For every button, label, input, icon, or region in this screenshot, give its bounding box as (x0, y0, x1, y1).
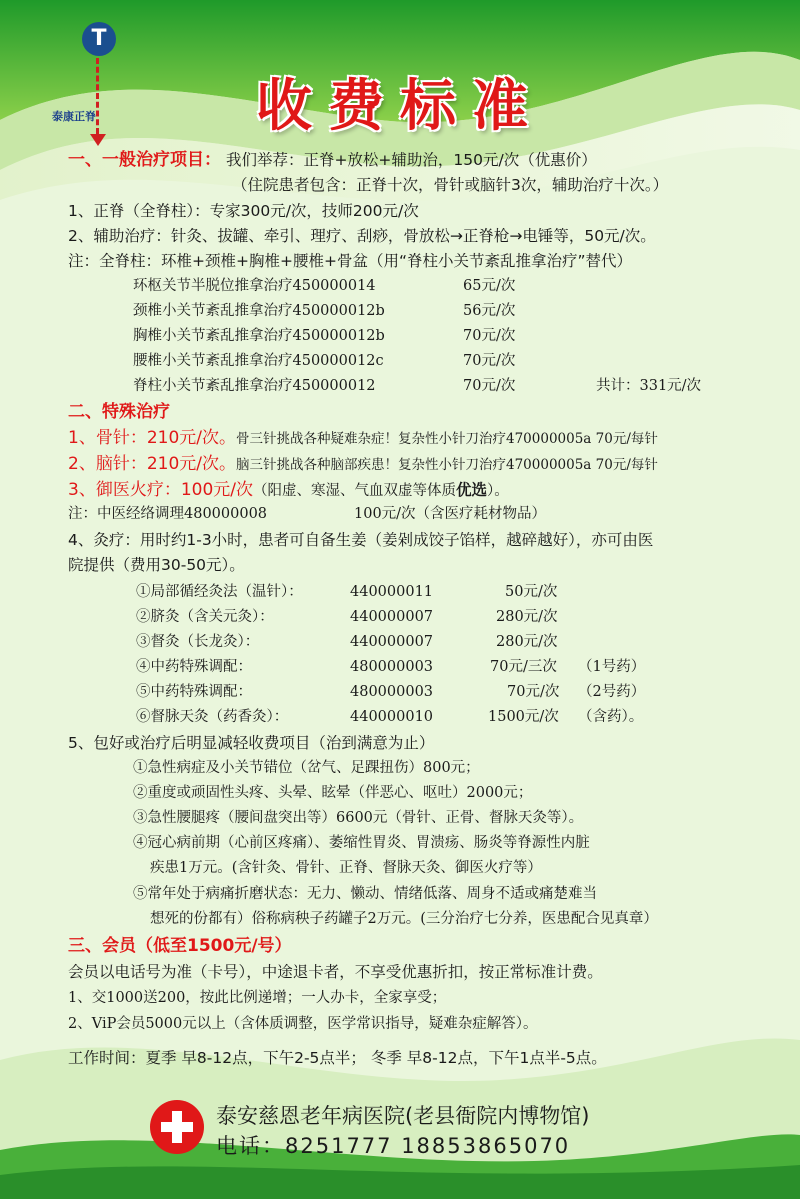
member-item2: 2、ViP会员5000元以上（含体质调整，医学常识指导，疑难杂症解答）。 (68, 1016, 538, 1032)
section1-item2: 2、辅助治疗：针灸、拔罐、牵引、理疗、刮痧，骨放松→正脊枪→电锤等，50元/次。 (68, 227, 656, 245)
logo-letter: T (82, 22, 116, 56)
logo-text: 泰康正脊 (52, 110, 96, 123)
moxa-row-name: ④中药特殊调配： (136, 659, 252, 675)
bone-needle-line (68, 428, 658, 449)
section1-item1: 1、正脊（全脊柱）：专家300元/次，技师200元/次 (68, 202, 419, 220)
spine-row-name: 腰椎小关节紊乱推拿治疗450000012c (133, 353, 384, 369)
moxa-row-name: ⑥督脉天灸（药香灸）： (136, 709, 289, 725)
member-item1: 1、交1000送200，按此比例递增；一人办卡，全家享受； (68, 990, 447, 1006)
spine-row-price: 56元/次 (463, 303, 516, 319)
spine-total: 共计：331元/次 (596, 378, 702, 394)
moxa-row-price: 280元/次 (496, 609, 558, 625)
moxa-row-code: 440000011 (350, 584, 434, 600)
moxa-row-note: （2号药） (578, 684, 646, 700)
package-item: 想死的份都有）俗称病秧子药罐子2万元。(三分治疗七分养，医患配合见真章） (150, 911, 658, 927)
bone-needle-desc: 骨三针挑战各种疑难杂症！复杂性小针刀治疗470000005a 70元/每针 (236, 431, 658, 447)
moxa-row-note: （含药）。 (578, 709, 644, 725)
page-title: 收费标准 (256, 74, 544, 139)
bone-needle-price: 1、骨针：210元/次。 (68, 428, 236, 448)
fire-therapy-preferred: 优选 (456, 481, 488, 499)
moxa-row-price: 70元/三次 (490, 659, 557, 675)
spine-row-name: 颈椎小关节紊乱推拿治疗450000012b (133, 303, 385, 319)
spine-row-price: 70元/次 (463, 328, 516, 344)
meridian-note: 注：中医经络调理480000008 (68, 506, 268, 522)
moxa-row-code: 480000003 (350, 659, 434, 675)
fire-therapy-end: ）。 (487, 483, 509, 499)
spine-row-price: 70元/次 (463, 378, 516, 394)
package-item: ⑤常年处于病痛折磨状态：无力、懒动、情绪低落、周身不适或痛楚难当 (133, 886, 597, 902)
moxa-row-code: 480000003 (350, 684, 434, 700)
package-item: ②重度或顽固性头疼、头晕、眩晕（伴恶心、呕吐）2000元； (133, 785, 533, 801)
section1-inpatient: （住院患者包含：正脊十次，骨针或脑针3次，辅助治疗十次。） (232, 176, 669, 194)
moxa-line2: 院提供（费用30-50元）。 (68, 556, 245, 574)
section1-intro (68, 150, 597, 170)
moxa-row-price: 280元/次 (496, 634, 558, 650)
hospital-name: 泰安慈恩老年病医院(老县衙院内博物馆) (216, 1104, 590, 1128)
moxa-row-name: ⑤中药特殊调配： (136, 684, 252, 700)
brain-needle-desc: 脑三针挑战各种脑部疾患！复杂性小针刀治疗470000005a 70元/每针 (236, 457, 658, 473)
moxa-row-price: 1500元/次 (488, 709, 559, 725)
fire-therapy-price: 3、御医火疗：100元/次 (68, 480, 253, 500)
package-heading: 5、包好或治疗后明显减轻收费项目（治到满意为止） (68, 734, 435, 752)
moxa-row-price: 70元/次 (507, 684, 560, 700)
moxa-row-price: 50元/次 (505, 584, 558, 600)
hospital-phone: 电话：8251777 18853865070 (216, 1134, 571, 1158)
moxa-row-code: 440000010 (350, 709, 434, 725)
section2-heading: 二、特殊治疗 (68, 402, 170, 422)
fire-therapy-desc: （阳虚、寒湿、气血双虚等体质 (253, 483, 456, 499)
moxa-row-note: （1号药） (578, 659, 646, 675)
package-item: ①急性病症及小关节错位（岔气、足踝扭伤）800元； (133, 760, 480, 776)
spine-row-name: 胸椎小关节紊乱推拿治疗450000012b (133, 328, 385, 344)
moxa-row-name: ③督灸（长龙灸）： (136, 634, 260, 650)
spine-row-name: 环枢关节半脱位推拿治疗450000014 (133, 278, 376, 294)
red-cross-icon (150, 1100, 204, 1154)
spine-row-price: 70元/次 (463, 353, 516, 369)
section1-heading: 一、一般治疗项目： (68, 150, 221, 170)
package-item: ③急性腰腿疼（腰间盘突出等）6600元（骨针、正骨、督脉天灸等）。 (133, 810, 584, 826)
section1-recommend: 我们举荐：正脊+放松+辅助治，150元/次（优惠价） (225, 151, 597, 169)
fire-therapy-line (68, 480, 509, 501)
spine-row-price: 65元/次 (463, 278, 516, 294)
spine-row-name: 脊柱小关节紊乱推拿治疗450000012 (133, 378, 376, 394)
section1-note: 注：全脊柱：环椎+颈椎+胸椎+腰椎+骨盆（用“脊柱小关节紊乱推拿治疗”替代） (68, 252, 633, 270)
moxa-row-name: ①局部循经灸法（温针）： (136, 584, 303, 600)
meridian-price: 100元/次（含医疗耗材物品） (354, 506, 547, 522)
package-item: 疾患1万元。(含针灸、骨针、正脊、督脉天灸、御医火疗等） (150, 860, 542, 876)
moxa-row-code: 440000007 (350, 609, 434, 625)
package-item: ④冠心病前期（心前区疼痛）、萎缩性胃炎、胃溃疡、肠炎等脊源性内脏 (133, 835, 590, 851)
brain-needle-price: 2、脑针：210元/次。 (68, 454, 236, 474)
brain-needle-line (68, 454, 658, 475)
moxa-row-code: 440000007 (350, 634, 434, 650)
member-rule: 会员以电话号为准（卡号），中途退卡者，不享受优惠折扣，按正常标准计费。 (68, 963, 603, 981)
section3-heading: 三、会员（低至1500元/号） (68, 936, 292, 956)
working-hours: 工作时间：夏季 早8-12点，下午2-5点半； 冬季 早8-12点，下午1点半-5点。 (68, 1049, 607, 1067)
moxa-row-name: ②脐灸（含关元灸）： (136, 609, 274, 625)
moxa-line1: 4、灸疗：用时约1-3小时，患者可自备生姜（姜剁成饺子馅样，越碎越好），亦可由医 (68, 531, 654, 549)
